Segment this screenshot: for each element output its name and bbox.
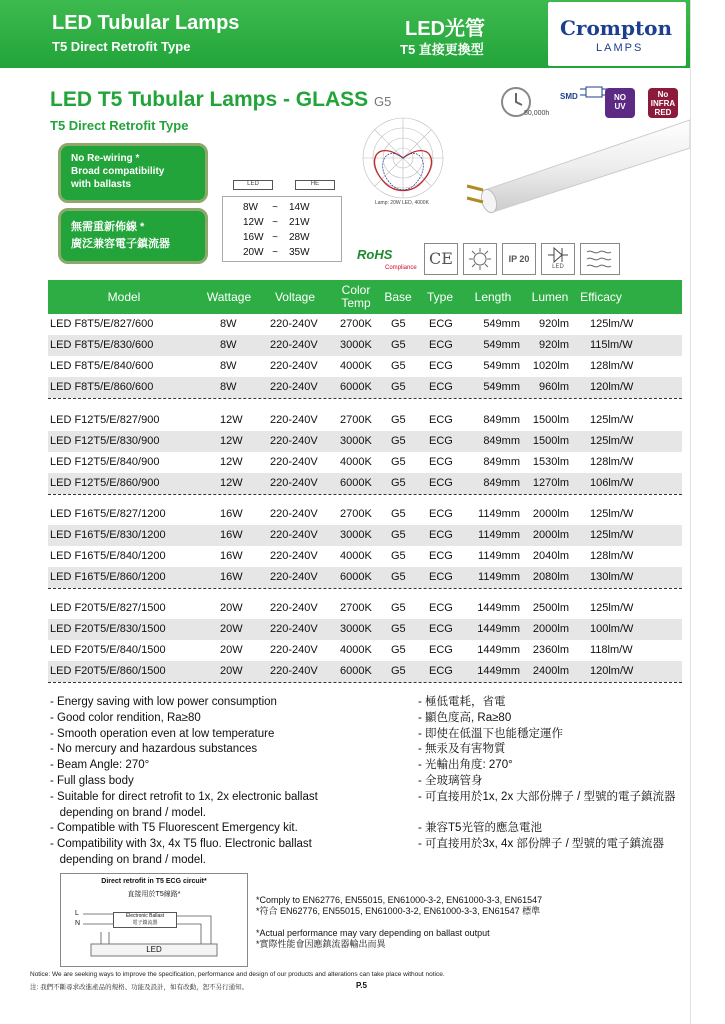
cell-length: 849mm bbox=[483, 456, 520, 468]
he-tube-symbol: HE bbox=[295, 180, 335, 190]
no-uv-line1: NO bbox=[614, 93, 626, 102]
table-row bbox=[48, 335, 682, 356]
compliance-notes bbox=[256, 895, 542, 950]
crompton-logo bbox=[548, 2, 686, 66]
cell-lumen: 960lm bbox=[539, 381, 569, 393]
cell-volt: 220-240V bbox=[270, 550, 318, 562]
group-separator bbox=[48, 398, 682, 399]
cell-type: ECG bbox=[429, 318, 453, 330]
cell-temp: 6000K bbox=[340, 477, 372, 489]
feature-item: - Beam Angle: 270° bbox=[50, 759, 150, 772]
cell-volt: 220-240V bbox=[270, 381, 318, 393]
feature-en-3: with ballasts bbox=[71, 179, 132, 190]
cell-base: G5 bbox=[391, 414, 406, 426]
cell-model: LED F12T5/E/840/900 bbox=[50, 456, 160, 468]
cell-lumen: 1270lm bbox=[532, 477, 569, 489]
cell-volt: 220-240V bbox=[270, 529, 318, 541]
cell-temp: 3000K bbox=[340, 623, 372, 635]
cell-length: 549mm bbox=[483, 360, 520, 372]
rohs-logo: RoHS bbox=[357, 247, 393, 262]
cell-length: 1149mm bbox=[478, 529, 520, 541]
feature-item-zh: - 可直接用於1x, 2x 大部份牌子 / 型號的電子鎮流器 bbox=[418, 790, 676, 803]
cell-lumen: 920lm bbox=[539, 339, 569, 351]
feature-item: - Suitable for direct retrofit to 1x, 2x electronic ballast bbox=[50, 790, 318, 803]
feature-item: - Energy saving with low power consumption bbox=[50, 696, 277, 708]
feature-item-zh: - 全玻璃管身 bbox=[418, 774, 483, 787]
cell-eff: 118lm/W bbox=[590, 644, 633, 656]
feature-item-zh: - 兼容T5光管的應急電池 bbox=[418, 822, 542, 835]
cell-watt: 16W bbox=[220, 529, 243, 541]
cell-eff: 125lm/W bbox=[590, 414, 634, 426]
led-diode-icon: LED bbox=[541, 243, 575, 275]
header-title-zh: LED光管 bbox=[405, 18, 485, 40]
cell-type: ECG bbox=[429, 529, 453, 541]
header-banner bbox=[0, 0, 725, 68]
cell-temp: 6000K bbox=[340, 571, 372, 583]
table-row bbox=[48, 598, 682, 619]
th-lumen: Lumen bbox=[531, 289, 569, 304]
cell-volt: 220-240V bbox=[270, 665, 318, 677]
cell-type: ECG bbox=[429, 477, 453, 489]
cell-base: G5 bbox=[391, 477, 406, 489]
features-list-en bbox=[50, 695, 318, 869]
product-title bbox=[50, 88, 391, 112]
cell-model: LED F20T5/E/827/1500 bbox=[50, 602, 166, 614]
cell-base: G5 bbox=[391, 571, 406, 583]
cell-volt: 220-240V bbox=[270, 414, 318, 426]
smd-chip-icon bbox=[560, 85, 608, 101]
note-spacer bbox=[256, 917, 542, 928]
table-row bbox=[48, 431, 682, 452]
cell-type: ECG bbox=[429, 381, 453, 393]
cell-eff: 120lm/W bbox=[590, 665, 634, 677]
led-tube-symbol: LED bbox=[233, 180, 273, 190]
table-row bbox=[48, 525, 682, 546]
cell-lumen: 1020lm bbox=[532, 360, 569, 372]
cell-lumen: 1530lm bbox=[532, 456, 569, 468]
ballast-box: Electronic Ballast 電子鎮流器 bbox=[113, 912, 177, 928]
feature-item: - Compatibility with 3x, 4x T5 fluo. Electronic ballast bbox=[50, 838, 312, 851]
cell-temp: 3000K bbox=[340, 339, 372, 351]
cell-lumen: 1500lm bbox=[532, 435, 569, 447]
heat-wave-icon bbox=[580, 243, 620, 275]
cell-model: LED F16T5/E/830/1200 bbox=[50, 529, 166, 541]
cell-base: G5 bbox=[391, 644, 406, 656]
group-separator bbox=[48, 588, 682, 589]
cell-length: 1449mm bbox=[477, 602, 520, 614]
feature-item-zh: - 無汞及有害物質 bbox=[418, 743, 506, 756]
cell-lumen: 1500lm bbox=[532, 414, 569, 426]
cell-length: 549mm bbox=[483, 381, 520, 393]
cell-temp: 4000K bbox=[340, 550, 372, 562]
cell-watt: 8W bbox=[220, 318, 237, 330]
cell-base: G5 bbox=[391, 602, 406, 614]
cell-volt: 220-240V bbox=[270, 477, 318, 489]
cell-type: ECG bbox=[429, 665, 453, 677]
cell-model: LED F12T5/E/830/900 bbox=[50, 435, 160, 447]
diagram-title-zh: 直接用於T5線路* bbox=[127, 891, 181, 898]
diagram-title-en: Direct retrofit in T5 ECG circuit* bbox=[101, 878, 207, 885]
cell-temp: 2700K bbox=[340, 414, 372, 426]
cell-base: G5 bbox=[391, 381, 406, 393]
logo-sub: LAMPS bbox=[596, 42, 644, 54]
cell-type: ECG bbox=[429, 508, 453, 520]
header-subtitle-en: T5 Direct Retrofit Type bbox=[52, 39, 191, 54]
cell-eff: 125lm/W bbox=[590, 435, 634, 447]
cell-lumen: 920lm bbox=[539, 318, 569, 330]
cell-length: 1149mm bbox=[478, 571, 520, 583]
cell-base: G5 bbox=[391, 665, 406, 677]
cell-lumen: 2500lm bbox=[532, 602, 569, 614]
feature-item-zh: - 可直接用於3x, 4x 部份牌子 / 型號的電子鎮流器 bbox=[418, 838, 664, 851]
cell-lumen: 2000lm bbox=[532, 529, 569, 541]
feature-item: - Compatible with T5 Fluorescent Emergency kit. bbox=[50, 822, 298, 835]
cell-length: 1449mm bbox=[477, 644, 520, 656]
product-title-suffix: G5 bbox=[373, 94, 392, 109]
th-efficacy: Efficacy bbox=[580, 289, 622, 304]
cell-watt: 12W bbox=[220, 477, 243, 489]
cell-type: ECG bbox=[429, 414, 453, 426]
no-ir-line2: INFRA bbox=[650, 99, 676, 108]
cell-model: LED F16T5/E/840/1200 bbox=[50, 550, 166, 562]
no-ir-line3: RED bbox=[654, 108, 672, 117]
cell-watt: 20W bbox=[220, 623, 243, 635]
note-line: *符合 EN62776, EN55015, EN61000-3-2, EN61000-3-3, EN61547 標準 bbox=[256, 906, 541, 916]
cell-watt: 8W bbox=[220, 339, 237, 351]
cell-type: ECG bbox=[429, 456, 453, 468]
cell-eff: 128lm/W bbox=[590, 456, 634, 468]
cell-type: ECG bbox=[429, 339, 453, 351]
th-color-temp: Color Temp bbox=[341, 283, 371, 310]
cell-watt: 16W bbox=[220, 571, 243, 583]
header-title-en: LED Tubular Lamps bbox=[52, 12, 240, 34]
circuit-diagram bbox=[60, 873, 248, 967]
cell-volt: 220-240V bbox=[270, 571, 318, 583]
cell-watt: 20W bbox=[220, 665, 243, 677]
cell-length: 1449mm bbox=[477, 665, 520, 677]
cell-watt: 8W bbox=[220, 360, 237, 372]
cell-temp: 2700K bbox=[340, 318, 372, 330]
cell-volt: 220-240V bbox=[270, 318, 318, 330]
cell-length: 849mm bbox=[483, 477, 520, 489]
product-subtitle: T5 Direct Retrofit Type bbox=[50, 118, 189, 133]
cell-eff: 125lm/W bbox=[590, 508, 634, 520]
features-box-zh bbox=[58, 208, 208, 264]
diagram-n: N bbox=[75, 920, 81, 927]
cell-watt: 8W bbox=[220, 381, 237, 393]
cell-base: G5 bbox=[391, 529, 406, 541]
cell-length: 849mm bbox=[483, 414, 520, 426]
right-page-edge bbox=[690, 0, 725, 1024]
cell-temp: 2700K bbox=[340, 602, 372, 614]
cell-volt: 220-240V bbox=[270, 435, 318, 447]
table-row bbox=[48, 567, 682, 588]
cell-type: ECG bbox=[429, 550, 453, 562]
table-row bbox=[48, 377, 682, 398]
feature-item: - No mercury and hazardous substances bbox=[50, 743, 258, 756]
cell-base: G5 bbox=[391, 456, 406, 468]
cell-volt: 220-240V bbox=[270, 360, 318, 372]
cell-model: LED F16T5/E/827/1200 bbox=[50, 508, 166, 520]
th-base: Base bbox=[384, 289, 412, 304]
cell-type: ECG bbox=[429, 602, 453, 614]
group-separator bbox=[48, 494, 682, 495]
th-type: Type bbox=[426, 289, 453, 304]
footer-notice-zh: 注: 我們不斷尋求改進產品的規格、功能及設計，如有改動，恕不另行通知。 bbox=[30, 984, 249, 991]
cell-temp: 2700K bbox=[340, 508, 372, 520]
logo-brand: Crompton bbox=[560, 16, 673, 40]
table-row bbox=[48, 661, 682, 682]
cell-model: LED F8T5/E/860/600 bbox=[50, 381, 154, 393]
cell-model: LED F8T5/E/840/600 bbox=[50, 360, 154, 372]
th-model: Model bbox=[107, 289, 141, 304]
t5-tube-image bbox=[465, 112, 690, 222]
cell-eff: 120lm/W bbox=[590, 381, 634, 393]
cell-lumen: 2080lm bbox=[532, 571, 569, 583]
cell-length: 1449mm bbox=[477, 623, 520, 635]
smd-label: SMD bbox=[560, 92, 578, 101]
cell-base: G5 bbox=[391, 508, 406, 520]
lifetime-hours: 50,000h bbox=[524, 110, 550, 117]
cell-volt: 220-240V bbox=[270, 339, 318, 351]
cell-eff: 130lm/W bbox=[590, 571, 634, 583]
table-row bbox=[48, 619, 682, 640]
cell-type: ECG bbox=[429, 435, 453, 447]
features-box-en bbox=[58, 143, 208, 203]
cell-model: LED F20T5/E/860/1500 bbox=[50, 665, 166, 677]
watt-row: 8W ~ 14W bbox=[243, 202, 310, 213]
ip20-rating-icon: IP 20 bbox=[502, 243, 536, 275]
ce-mark-icon: CE bbox=[424, 243, 458, 275]
cell-watt: 16W bbox=[220, 508, 243, 520]
cell-length: 849mm bbox=[483, 435, 520, 447]
watt-row: 12W ~ 21W bbox=[243, 217, 310, 228]
rohs-sub: Compliance bbox=[385, 265, 417, 271]
diagram-led-tube: LED bbox=[146, 945, 162, 954]
cell-volt: 220-240V bbox=[270, 602, 318, 614]
note-line: *Actual performance may vary depending on ballast output bbox=[256, 928, 490, 938]
cell-length: 549mm bbox=[483, 339, 520, 351]
cell-model: LED F20T5/E/830/1500 bbox=[50, 623, 166, 635]
feature-item-zh: - 極低電耗，省電 bbox=[418, 696, 506, 708]
cell-eff: 125lm/W bbox=[590, 602, 634, 614]
product-title-text: LED T5 Tubular Lamps - GLASS bbox=[50, 88, 369, 111]
cell-model: LED F8T5/E/830/600 bbox=[50, 339, 154, 351]
cell-eff: 125lm/W bbox=[590, 318, 634, 330]
cell-base: G5 bbox=[391, 339, 406, 351]
cell-volt: 220-240V bbox=[270, 456, 318, 468]
cell-lumen: 2000lm bbox=[532, 508, 569, 520]
cell-volt: 220-240V bbox=[270, 508, 318, 520]
table-row bbox=[48, 546, 682, 567]
polar-caption: Lamp: 20W LED, 4000K bbox=[375, 200, 429, 206]
cell-temp: 4000K bbox=[340, 456, 372, 468]
table-row bbox=[48, 314, 682, 335]
table-row bbox=[48, 452, 682, 473]
diagram-l: L bbox=[75, 910, 79, 917]
light-distribution-diagram bbox=[355, 108, 451, 208]
cell-model: LED F16T5/E/860/1200 bbox=[50, 571, 166, 583]
cell-length: 1149mm bbox=[478, 550, 520, 562]
cell-eff: 125lm/W bbox=[590, 529, 634, 541]
table-row bbox=[48, 473, 682, 494]
wattage-equivalence-table bbox=[222, 196, 342, 262]
cell-type: ECG bbox=[429, 623, 453, 635]
cell-model: LED F8T5/E/827/600 bbox=[50, 318, 154, 330]
th-wattage: Wattage bbox=[206, 289, 252, 304]
feature-item: - Smooth operation even at low temperature bbox=[50, 727, 275, 740]
spec-table-header bbox=[48, 280, 682, 314]
cell-watt: 20W bbox=[220, 602, 243, 614]
footer-notice-en: Notice: We are seeking ways to improve the specification, performance and design of our products and alterations can take place without notice. bbox=[30, 971, 445, 978]
cell-length: 1149mm bbox=[478, 508, 520, 520]
cell-lumen: 2000lm bbox=[532, 623, 569, 635]
cell-model: LED F12T5/E/827/900 bbox=[50, 414, 160, 426]
feature-zh-2: 廣泛兼容電子鎮流器 bbox=[71, 238, 170, 250]
feature-item-zh bbox=[418, 806, 675, 822]
cell-temp: 3000K bbox=[340, 435, 372, 447]
table-row bbox=[48, 356, 682, 377]
cell-base: G5 bbox=[391, 623, 406, 635]
cell-base: G5 bbox=[391, 318, 406, 330]
cell-watt: 12W bbox=[220, 414, 243, 426]
cell-temp: 4000K bbox=[340, 644, 372, 656]
cell-base: G5 bbox=[391, 435, 406, 447]
feature-item: depending on brand / model. bbox=[50, 853, 207, 866]
page-number: P.5 bbox=[356, 981, 367, 990]
no-flicker-icon bbox=[463, 243, 497, 275]
table-row bbox=[48, 640, 682, 661]
cell-type: ECG bbox=[429, 360, 453, 372]
feature-item-zh: - 顯色度高, Ra≥80 bbox=[418, 711, 512, 724]
cell-eff: 100lm/W bbox=[590, 623, 634, 635]
cell-length: 549mm bbox=[483, 318, 520, 330]
feature-item: - Full glass body bbox=[50, 774, 134, 787]
table-row bbox=[48, 410, 682, 431]
th-length: Length bbox=[474, 289, 512, 304]
cell-temp: 6000K bbox=[340, 381, 372, 393]
cell-lumen: 2040lm bbox=[532, 550, 569, 562]
cell-type: ECG bbox=[429, 644, 453, 656]
watt-row: 20W ~ 35W bbox=[243, 247, 310, 258]
note-line: *Comply to EN62776, EN55015, EN61000-3-2, EN61000-3-3, EN61547 bbox=[256, 895, 543, 905]
feature-item: - Good color rendition, Ra≥80 bbox=[50, 711, 201, 724]
cell-base: G5 bbox=[391, 550, 406, 562]
no-uv-line2: UV bbox=[614, 102, 626, 111]
cell-base: G5 bbox=[391, 360, 406, 372]
group-separator bbox=[48, 682, 682, 683]
cell-watt: 20W bbox=[220, 644, 243, 656]
cell-watt: 12W bbox=[220, 456, 243, 468]
table-row bbox=[48, 504, 682, 525]
cell-volt: 220-240V bbox=[270, 623, 318, 635]
cell-temp: 4000K bbox=[340, 360, 372, 372]
cell-eff: 106lm/W bbox=[590, 477, 634, 489]
cell-watt: 12W bbox=[220, 435, 243, 447]
watt-row: 16W ~ 28W bbox=[243, 232, 310, 243]
cell-model: LED F12T5/E/860/900 bbox=[50, 477, 160, 489]
feature-item-zh: - 即使在低溫下也能穩定運作 bbox=[418, 727, 564, 740]
cell-volt: 220-240V bbox=[270, 644, 318, 656]
cell-eff: 128lm/W bbox=[590, 360, 634, 372]
note-line: *實際性能會因應鎮流器輸出而異 bbox=[256, 939, 386, 949]
feature-item-zh: - 光輸出角度: 270° bbox=[418, 759, 513, 772]
feature-en-1: No Re-wiring * bbox=[71, 153, 140, 164]
cell-temp: 6000K bbox=[340, 665, 372, 677]
feature-en-2: Broad compatibility bbox=[71, 166, 165, 177]
cell-temp: 3000K bbox=[340, 529, 372, 541]
cell-type: ECG bbox=[429, 571, 453, 583]
cell-eff: 115lm/W bbox=[590, 339, 633, 351]
cell-eff: 128lm/W bbox=[590, 550, 634, 562]
cell-watt: 16W bbox=[220, 550, 243, 562]
feature-zh-1: 無需重新佈線 * bbox=[71, 221, 145, 233]
cell-lumen: 2360lm bbox=[532, 644, 569, 656]
th-voltage: Voltage bbox=[274, 289, 316, 304]
cell-lumen: 2400lm bbox=[532, 665, 569, 677]
feature-item: depending on brand / model. bbox=[50, 806, 207, 819]
header-subtitle-zh: T5 直接更換型 bbox=[400, 42, 484, 57]
features-list-zh bbox=[418, 695, 675, 853]
cell-model: LED F20T5/E/840/1500 bbox=[50, 644, 166, 656]
no-ir-line1: No bbox=[657, 90, 669, 99]
